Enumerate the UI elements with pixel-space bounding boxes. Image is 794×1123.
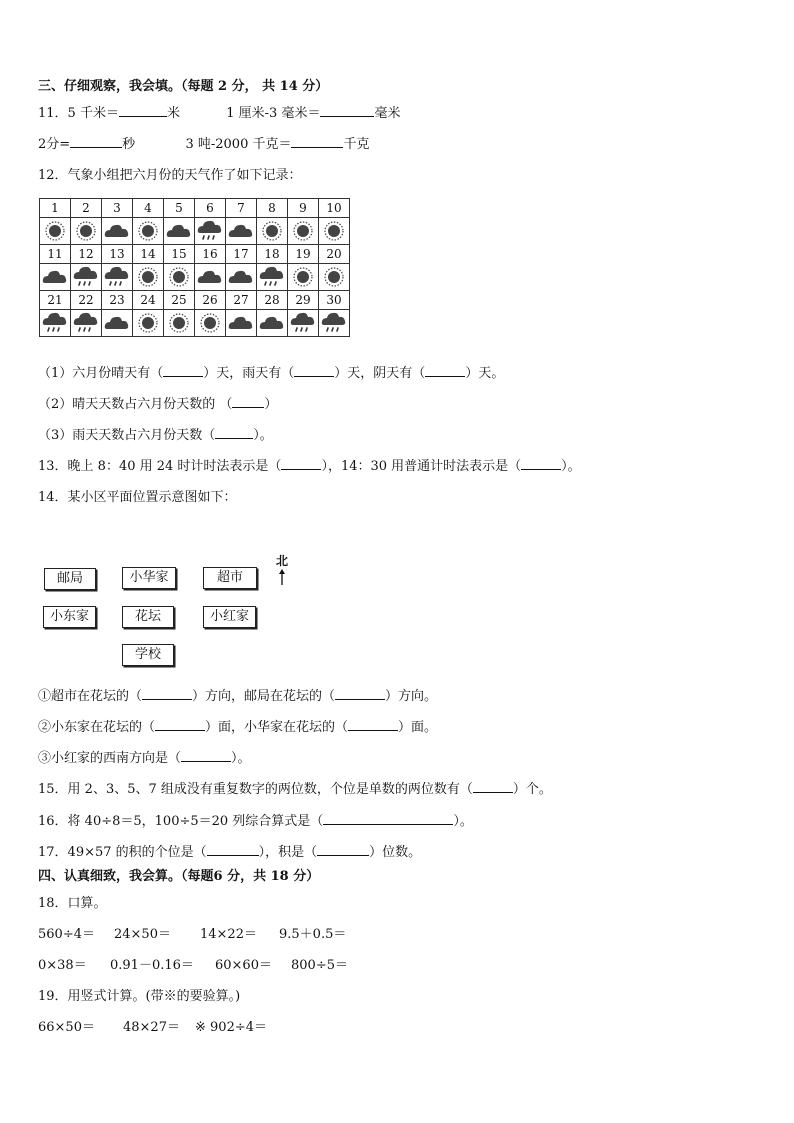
- q14-s2-text-a: ②小东家在花坛的（: [38, 720, 156, 735]
- q13-line: [38, 457, 581, 476]
- map-xiaohong-home: 小红家: [203, 606, 256, 628]
- q15-text-b: ）个。: [512, 782, 552, 797]
- q11-d-text: 3 吨-2000 千克＝: [185, 137, 292, 152]
- sunny-icon: [133, 218, 164, 245]
- sunny-icon: [319, 264, 350, 291]
- mental-math-item: 24×50＝: [114, 927, 171, 942]
- answer-blank[interactable]: [473, 780, 513, 793]
- day-number: 20: [319, 245, 350, 264]
- answer-blank[interactable]: [181, 749, 231, 762]
- rainy-icon: [40, 310, 71, 337]
- answer-blank[interactable]: [142, 687, 192, 700]
- day-number: 1: [40, 199, 71, 218]
- q14-s1-text-b: ）方向，邮局在花坛的（: [192, 689, 336, 704]
- map-school: 学校: [122, 644, 174, 666]
- q17-text-b: ），积是（: [258, 845, 318, 860]
- q14-s1-text-a: ①超市在花坛的（: [38, 689, 143, 704]
- section-4-title: 四、认真细致，我会算。（每题6 分，共 18 分）: [38, 869, 320, 884]
- mental-math-item: 60×60＝: [215, 958, 272, 973]
- weather-icon-row: [40, 310, 350, 337]
- answer-blank[interactable]: [155, 718, 205, 731]
- q12-p1-text-a: （1）六月份晴天有（: [38, 366, 164, 381]
- q12-p1-text-b: ）天，雨天有（: [203, 366, 295, 381]
- map-xiaohua-home: 小华家: [122, 567, 176, 589]
- rainy-icon: [319, 310, 350, 337]
- sunny-icon: [257, 218, 288, 245]
- sunny-icon: [288, 264, 319, 291]
- sunny-icon: [195, 310, 226, 337]
- answer-blank[interactable]: [323, 812, 453, 825]
- answer-blank[interactable]: [70, 135, 122, 148]
- map-xiaodong-home: 小东家: [43, 606, 96, 628]
- north-indicator: [274, 552, 290, 588]
- q14-s1-text-c: ）方向。: [385, 689, 438, 704]
- q11-a-unit: 米: [166, 106, 180, 121]
- map-supermarket: 超市: [203, 567, 257, 589]
- cloudy-icon: [195, 264, 226, 291]
- q11-b-text: 1 厘米-3 毫米＝: [226, 106, 321, 121]
- map-flower-garden: 花坛: [122, 606, 174, 628]
- day-number: 24: [133, 291, 164, 310]
- answer-blank[interactable]: [348, 718, 398, 731]
- cloudy-icon: [257, 310, 288, 337]
- day-number: 23: [102, 291, 133, 310]
- mental-math-item: 0×38＝: [38, 958, 87, 973]
- answer-blank[interactable]: [215, 426, 253, 439]
- cloudy-icon: [40, 264, 71, 291]
- day-number: 26: [195, 291, 226, 310]
- q13-text-b: ），14：30 用普通计时法表示是（: [321, 459, 522, 474]
- q18-row-1: [38, 926, 346, 944]
- sunny-icon: [319, 218, 350, 245]
- weather-icon-row: [40, 264, 350, 291]
- q14-s3-text-b: ）。: [231, 751, 251, 766]
- q13-text-c: ）。: [561, 459, 581, 474]
- vertical-calc-item: 48×27＝: [123, 1020, 180, 1035]
- answer-blank[interactable]: [335, 687, 385, 700]
- q12-p3-text-b: ）。: [253, 428, 273, 443]
- section-3-title: 三、仔细观察，我会填。（每题 2 分， 共 14 分）: [38, 79, 329, 94]
- q17-text-a: 17．49×57 的积的个位是（: [38, 845, 207, 860]
- q19-row: [38, 1019, 267, 1037]
- q12-p3-text-a: （3）雨天天数占六月份天数（: [38, 428, 216, 443]
- q11-line-1: [38, 104, 400, 123]
- weather-day-row: [40, 245, 350, 264]
- day-number: 27: [226, 291, 257, 310]
- sunny-icon: [164, 264, 195, 291]
- answer-blank[interactable]: [320, 104, 374, 117]
- answer-blank[interactable]: [207, 843, 259, 856]
- q11-c-unit: 秒: [122, 137, 136, 152]
- mental-math-item: 800÷5＝: [291, 958, 348, 973]
- day-number: 12: [71, 245, 102, 264]
- q19-intro: 19．用竖式计算。(带※的要验算。): [38, 989, 241, 1004]
- north-arrow-icon: [277, 569, 287, 585]
- q12-p1-text-d: ）天。: [465, 366, 505, 381]
- q12-part-2: [38, 395, 277, 414]
- day-number: 16: [195, 245, 226, 264]
- day-number: 25: [164, 291, 195, 310]
- day-number: 8: [257, 199, 288, 218]
- q14-s2-text-b: ）面，小华家在花坛的（: [205, 720, 349, 735]
- answer-blank[interactable]: [119, 104, 167, 117]
- sunny-icon: [288, 218, 319, 245]
- weather-icon-row: [40, 218, 350, 245]
- day-number: 22: [71, 291, 102, 310]
- q12-part-3: [38, 426, 273, 445]
- day-number: 9: [288, 199, 319, 218]
- day-number: 5: [164, 199, 195, 218]
- answer-blank[interactable]: [163, 364, 203, 377]
- answer-blank[interactable]: [232, 395, 264, 408]
- rainy-icon: [102, 264, 133, 291]
- q11-c-text: 2分=: [38, 137, 71, 152]
- day-number: 2: [71, 199, 102, 218]
- cloudy-icon: [226, 218, 257, 245]
- q14-sub-1: [38, 687, 437, 706]
- answer-blank[interactable]: [291, 135, 343, 148]
- sunny-icon: [133, 264, 164, 291]
- cloudy-icon: [226, 310, 257, 337]
- sunny-icon: [133, 310, 164, 337]
- q14-intro: 14．某小区平面位置示意图如下：: [38, 490, 237, 505]
- cloudy-icon: [226, 264, 257, 291]
- q11-b-unit: 毫米: [374, 106, 401, 121]
- day-number: 28: [257, 291, 288, 310]
- answer-blank[interactable]: [317, 843, 369, 856]
- day-number: 7: [226, 199, 257, 218]
- rainy-icon: [288, 310, 319, 337]
- cloudy-icon: [102, 310, 133, 337]
- sunny-icon: [71, 218, 102, 245]
- day-number: 17: [226, 245, 257, 264]
- q13-text-a: 13．晚上 8：40 用 24 时计时法表示是（: [38, 459, 282, 474]
- cloudy-icon: [164, 218, 195, 245]
- vertical-calc-item: ※ 902÷4＝: [195, 1020, 268, 1035]
- weather-day-row: [40, 199, 350, 218]
- q18-row-2: [38, 957, 348, 975]
- weather-day-row: [40, 291, 350, 310]
- day-number: 3: [102, 199, 133, 218]
- q14-sub-3: [38, 749, 251, 768]
- north-label: 北: [275, 554, 288, 568]
- mental-math-item: 0.91－0.16＝: [110, 958, 194, 973]
- q17-line: [38, 843, 421, 862]
- mental-math-item: 9.5＋0.5＝: [279, 927, 347, 942]
- q14-sub-2: [38, 718, 437, 737]
- q14-s2-text-c: ）面。: [398, 720, 438, 735]
- day-number: 14: [133, 245, 164, 264]
- rainy-icon: [195, 218, 226, 245]
- day-number: 10: [319, 199, 350, 218]
- day-number: 13: [102, 245, 133, 264]
- sunny-icon: [164, 310, 195, 337]
- answer-blank[interactable]: [425, 364, 465, 377]
- vertical-calc-item: 66×50＝: [38, 1020, 95, 1035]
- rainy-icon: [257, 264, 288, 291]
- q11-d-unit: 千克: [343, 137, 370, 152]
- q14-s3-text-a: ③小红家的西南方向是（: [38, 751, 182, 766]
- q16-line: [38, 812, 473, 831]
- day-number: 30: [319, 291, 350, 310]
- q12-p1-text-c: ）天，阴天有（: [334, 366, 426, 381]
- cloudy-icon: [102, 218, 133, 245]
- q12-p2-text-b: ）: [264, 397, 278, 412]
- day-number: 18: [257, 245, 288, 264]
- rainy-icon: [71, 264, 102, 291]
- day-number: 19: [288, 245, 319, 264]
- day-number: 21: [40, 291, 71, 310]
- answer-blank[interactable]: [521, 457, 561, 470]
- q11-line-2: [38, 135, 370, 154]
- q11-a-text: 11．5 千米＝: [38, 106, 119, 121]
- day-number: 11: [40, 245, 71, 264]
- q15-text-a: 15．用 2、3、5、7 组成没有重复数字的两位数，个位是单数的两位数有（: [38, 782, 473, 797]
- q12-p2-text-a: （2）晴天天数占六月份天数的 （: [38, 397, 233, 412]
- q12-intro: 12．气象小组把六月份的天气作了如下记录：: [38, 168, 302, 183]
- answer-blank[interactable]: [281, 457, 321, 470]
- map-post-office: 邮局: [44, 568, 96, 590]
- mental-math-item: 14×22＝: [200, 927, 257, 942]
- day-number: 6: [195, 199, 226, 218]
- q18-intro: 18．口算。: [38, 896, 107, 911]
- day-number: 4: [133, 199, 164, 218]
- answer-blank[interactable]: [294, 364, 334, 377]
- q17-text-c: ）位数。: [369, 845, 422, 860]
- q15-line: [38, 780, 552, 799]
- rainy-icon: [71, 310, 102, 337]
- mental-math-item: 560÷4＝: [38, 927, 95, 942]
- q16-text-b: ）。: [453, 814, 473, 829]
- sunny-icon: [40, 218, 71, 245]
- day-number: 15: [164, 245, 195, 264]
- q16-text-a: 16．将 40÷8＝5，100÷5＝20 列综合算式是（: [38, 814, 324, 829]
- day-number: 29: [288, 291, 319, 310]
- weather-table: [39, 198, 350, 337]
- q12-part-1: [38, 364, 504, 383]
